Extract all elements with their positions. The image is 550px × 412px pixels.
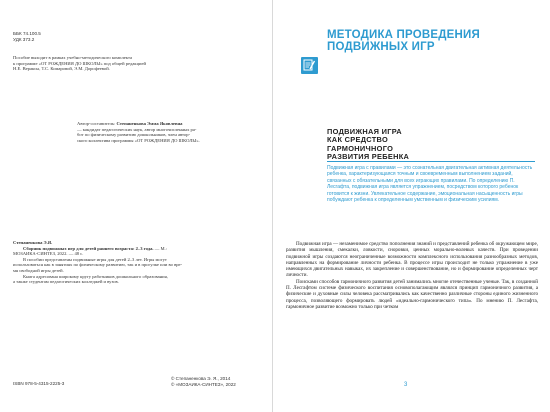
copyright	[171, 376, 236, 387]
chapter-title-line: МЕТОДИКА ПРОВЕДЕНИЯ	[327, 29, 480, 41]
catalog-desc-line: использоваться как в занятиях по физическому развитию, так и в прогулке или во вре-	[13, 262, 183, 268]
bbk-code: ББК 74.100.5	[13, 31, 41, 36]
section-divider	[327, 161, 535, 162]
copyright-line: © Степаненкова Э. Я., 2014	[171, 376, 231, 381]
body-paragraph: Поисками способов гармоничного развития детей занимались многие отечественные ученые. Так, в созданной П. Лесгафтом системе физического воспитания основополагающим являлся принцип гармоничного развития, а физические и духовные силы человека рассматривались как качественно различные стороны единого жизненного процесса, позволяющего формировать людей «идеально-гармонического типа». По мнению П. Лесгафта, гармоничное развитие возможно только при четком	[286, 278, 538, 310]
catalog-author: Степаненкова Э.Я.	[13, 240, 53, 245]
catalog-title-bold: Сборник подвижных игр для детей раннего возраста: 2–3 года.	[23, 245, 154, 251]
catalog-desc-line: В пособии представлены подвижные игры для детей 2–3 лет. Игры могут	[23, 256, 167, 262]
isbn: ISBN 978-5-4315-2225-3	[13, 381, 65, 386]
chapter-title-line: ПОДВИЖНЫХ ИГР	[327, 41, 435, 53]
section-title-line: РАЗВИТИЯ РЕБЕНКА	[327, 152, 410, 162]
catalog-entry	[13, 240, 265, 285]
edition-note-line: Пособие выходит в рамках учебно-методического комплекта	[13, 55, 133, 60]
copyright-line: © «МОЗАИКА-СИНТЕЗ», 2022	[171, 381, 236, 387]
right-page	[273, 0, 550, 412]
definition-paragraph: Подвижная игра с правилами — это сознательная двигательная активная деятельность ребенка, характеризующаяся точным и своевременным выполнением заданий, связанных с обязательными для всех играющих правилами. По определению П. Лесгафта, подвижная игра является упражнением, посредством которого ребенок готовится к жизни. Увлекательное содержание, эмоциональная насыщенность игры побуждают ребенка к определенным умственным и физическим усилиям.	[327, 165, 533, 204]
section-title-line: ГАРМОНИЧНОГО	[327, 143, 394, 153]
catalog-publisher: МОЗАИКА-СИНТЕЗ, 2022. — 48 с.	[13, 251, 84, 257]
edition-note	[13, 55, 258, 72]
udk-code: УДК 373.2	[13, 36, 35, 42]
body-paragraph: Подвижная игра — незаменимое средство пополнения знаний и представлений ребенка об окружающем мире, развития мышления, смекалки, ловкости, сноровки, ценных морально-волевых качеств. При проведении подвижной игры создаются неограниченные возможности комплексного использования разнообразных методов, направленных на формирование личности ребенка. В процессе игры происходит не только упражнение в уже имеющихся двигательных навыках, их закрепление и совершенствование, но и формирование определенных черт личности.	[286, 241, 538, 279]
notepad-pencil-icon	[301, 57, 318, 74]
author-bio-line: — кандидат педагогических наук, автор многочисленных ра-	[77, 126, 197, 132]
section-title-line: ПОДВИЖНАЯ ИГРА	[327, 127, 402, 136]
section-title	[327, 128, 477, 162]
catalog-desc-line: Книга адресована широкому кругу работников дошкольного образования,	[23, 273, 168, 279]
author-bio-line: бот по физическому развитию дошкольников, член автор-	[77, 132, 191, 138]
author-bio-line: ского коллектива программы «ОТ РОЖДЕНИЯ ДО ШКОЛЫ».	[77, 137, 200, 143]
classification-codes	[13, 31, 41, 42]
author-prefix: Автор-составитель:	[77, 121, 117, 126]
catalog-desc-line: а также студентам педагогических колледжей и вузов.	[13, 279, 119, 285]
section-title-line: КАК СРЕДСТВО	[327, 135, 389, 145]
body-text	[286, 241, 538, 310]
edition-note-line: Н.Е. Вераксы, Т.С. Комаровой, Э.М. Дорофеевой.	[13, 66, 110, 72]
catalog-title-rest: — М.:	[153, 245, 167, 251]
page-number: 3	[404, 382, 408, 388]
author-name: Степаненкова Эмма Яковлевна	[116, 121, 183, 126]
author-block	[77, 121, 265, 143]
chapter-title	[327, 29, 542, 53]
catalog-desc-line: мя свободной игры детей.	[13, 267, 64, 273]
left-page	[0, 0, 273, 412]
edition-note-line: к программе «ОТ РОЖДЕНИЯ ДО ШКОЛЫ» под общей редакцией	[13, 60, 147, 66]
